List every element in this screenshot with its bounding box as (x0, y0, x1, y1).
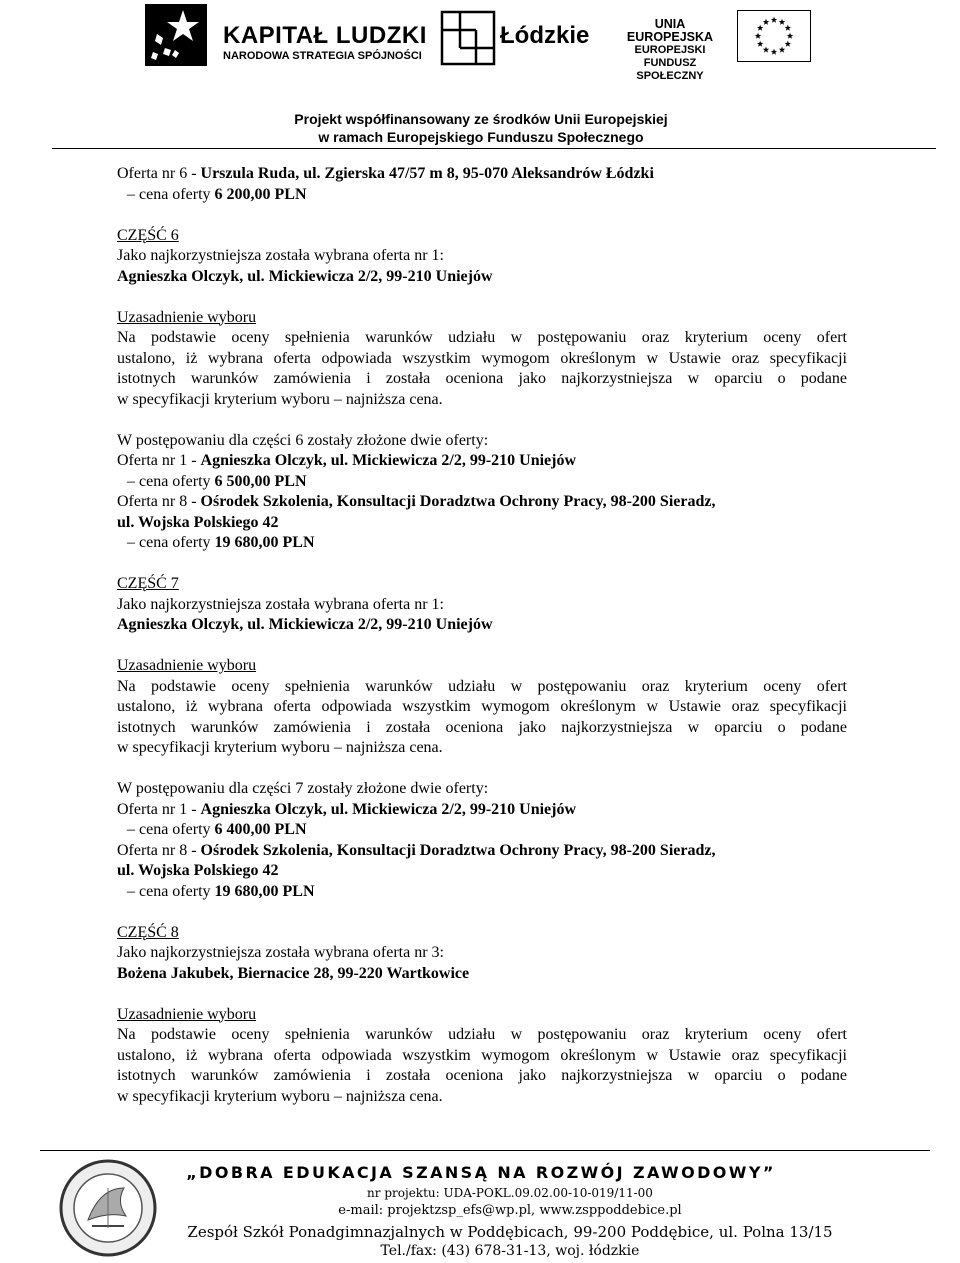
part-7-offer-1 (117, 800, 847, 821)
part-8-justification-line-2: ustalono, iż wybrana oferta odpowiada wszystkim wymogom określonym w Ustawie oraz specyfikacji (117, 1046, 847, 1064)
price-value: 6 500,00 PLN (214, 472, 307, 490)
part-7-justification-line-1: Na podstawie oceny spełnienia warunków udziału w postępowaniu oraz kryterium oceny ofert (117, 677, 847, 695)
part-8-justification-line-3: istotnych warunków zamówienia i została oceniona jako najkorzystniejsza w oparciu o podane (117, 1067, 847, 1084)
part-7-offer-2-address: ul. Wojska Polskiego 42 (117, 862, 279, 879)
eu-line-3: FUNDUSZ SPOŁECZNY (636, 57, 704, 82)
part-7-offers-intro: W postępowaniu dla części 7 zostały złożone dwie oferty: (117, 780, 489, 797)
lodzkie-emblem-icon (440, 10, 496, 66)
part-6-offer-2-price (117, 533, 847, 554)
eu-star-icon (771, 17, 777, 23)
part-6-offers-intro: W postępowaniu dla części 6 zostały złożone dwie oferty: (117, 431, 489, 449)
part-6-chosen-text: Jako najkorzystniejsza została wybrana oferta nr 1: (117, 247, 444, 264)
eu-star-icon (787, 33, 793, 39)
part-6-justification-title: Uzasadnienie wyboru (117, 308, 257, 326)
offer-name: Ośrodek Szkolenia, Konsultacji Doradztwa Ochrony Pracy, 98-200 Sieradz, (200, 841, 716, 859)
offer-prefix: Oferta nr 1 - (117, 452, 201, 469)
part-7-offer-2 (117, 841, 847, 862)
lodzkie-name: Łódzkie (500, 22, 590, 49)
footer-divider (40, 1150, 930, 1151)
cofinancing-line-2: w ramach Europejskiego Funduszu Społecznego (318, 129, 644, 145)
part-8-chosen-text: Jako najkorzystniejsza została wybrana oferta nr 3: (117, 944, 444, 961)
part-6-justification-line-4: w specyfikacji kryterium wyboru – najniższa cena. (117, 390, 443, 408)
price-label: – cena oferty (127, 472, 215, 490)
kapital-ludzki-logo (145, 4, 427, 68)
part-8-chosen-name: Bożena Jakubek, Biernacice 28, 99-220 Wartkowice (117, 964, 470, 982)
eu-star-icon (763, 46, 769, 52)
part-6-offer-1 (117, 451, 847, 472)
price-label: – cena oferty (127, 821, 215, 838)
eu-star-icon (779, 46, 785, 52)
school-seal-icon (58, 1158, 158, 1258)
page-header (0, 0, 960, 150)
price-label: – cena oferty (127, 534, 215, 551)
footer-slogan: „DOBRA EDUKACJA SZANSĄ NA ROZWÓJ ZAWODOWY” (186, 1163, 776, 1182)
eu-star-icon (755, 33, 761, 39)
part-8-justification-title: Uzasadnienie wyboru (117, 1005, 257, 1023)
part-7-justification-title: Uzasadnienie wyboru (117, 657, 257, 674)
footer-phone: Tel./fax: (43) 678-31-13, woj. łódzkie (380, 1243, 640, 1259)
eu-star-icon (763, 19, 769, 25)
part-7-justification-line-3: istotnych warunków zamówienia i została oceniona jako najkorzystniejsza w oparciu o podane (117, 718, 847, 736)
price-label: – cena oferty (127, 882, 215, 900)
price-value: 19 680,00 PLN (214, 534, 315, 551)
eu-line-1: UNIA EUROPEJSKA (626, 17, 714, 44)
price-label: – cena oferty (127, 185, 215, 203)
part-7-chosen-name: Agnieszka Olczyk, ul. Mickiewicza 2/2, 99-210 Uniejów (117, 616, 493, 633)
price-value: 6 400,00 PLN (214, 821, 307, 838)
part-8-justification-line-4: w specyfikacji kryterium wyboru – najniższa cena. (117, 1087, 443, 1105)
lodzkie-logo (440, 10, 590, 70)
part-8-justification-line-1: Na podstawie oceny spełnienia warunków udziału w postępowaniu oraz kryterium oceny ofert (117, 1026, 847, 1043)
part-6-offer-2 (117, 492, 847, 513)
price-value: 19 680,00 PLN (214, 882, 315, 900)
part-7-offer-2-price (117, 882, 847, 903)
part-7-offer-1-price (117, 820, 847, 841)
eu-star-icon (785, 41, 791, 47)
eu-star-icon (757, 41, 763, 47)
footer-email: e-mail: projektzsp_efs@wp.pl, www.zsppoddebice.pl (338, 1203, 682, 1218)
header-divider (52, 148, 936, 149)
offer-6-line (117, 164, 847, 185)
eu-star-icon (779, 19, 785, 25)
kapital-ludzki-subtitle: NARODOWA STRATEGIA SPÓJNOŚCI (223, 50, 422, 62)
eu-flag-icon (737, 10, 811, 62)
part-6-offer-1-price (117, 472, 847, 493)
page-footer (0, 1150, 960, 1261)
part-6-justification-line-1: Na podstawie oceny spełnienia warunków udziału w postępowaniu oraz kryterium oceny ofert (117, 329, 847, 346)
offer-name: Ośrodek Szkolenia, Konsultacji Doradztwa Ochrony Pracy, 98-200 Sieradz, (200, 493, 716, 510)
offer-6-price (117, 185, 847, 206)
footer-project-number: nr projektu: UDA-POKL.09.02.00-10-019/11-00 (367, 1186, 653, 1200)
part-6-offer-2-address: ul. Wojska Polskiego 42 (117, 513, 279, 531)
part-6-title: CZĘŚĆ 6 (117, 226, 179, 244)
part-6-justification-line-3: istotnych warunków zamówienia i została oceniona jako najkorzystniejsza w oparciu o podane (117, 370, 847, 387)
footer-address: Zespół Szkół Ponadgimnazjalnych w Poddębicach, 99-200 Poddębice, ul. Polna 13/15 (187, 1223, 833, 1241)
part-8-title: CZĘŚĆ 8 (117, 923, 179, 941)
part-6-justification-line-2: ustalono, iż wybrana oferta odpowiada wszystkim wymogom określonym w Ustawie oraz specyfikacji (117, 349, 847, 367)
offer-prefix: Oferta nr 1 - (117, 800, 201, 818)
offer-name: Urszula Ruda, ul. Zgierska 47/57 m 8, 95-070 Aleksandrów Łódzki (200, 165, 654, 182)
eu-star-icon (785, 25, 791, 31)
part-6-chosen-name: Agnieszka Olczyk, ul. Mickiewicza 2/2, 99-210 Uniejów (117, 267, 493, 285)
cofinancing-line-1: Projekt współfinansowany ze środków Unii Europejskiej (294, 111, 668, 127)
eu-line-2: EUROPEJSKI (634, 44, 706, 56)
kapital-ludzki-mark-icon (145, 4, 207, 66)
document-body (117, 164, 847, 1107)
part-7-justification-line-4: w specyfikacji kryterium wyboru – najniższa cena. (117, 739, 443, 756)
kapital-ludzki-title: KAPITAŁ LUDZKI (223, 22, 427, 49)
part-7-justification-line-2: ustalono, iż wybrana oferta odpowiada wszystkim wymogom określonym w Ustawie oraz specyfikacji (117, 698, 847, 715)
offer-name: Agnieszka Olczyk, ul. Mickiewicza 2/2, 99-210 Uniejów (200, 452, 577, 469)
part-7-title: CZĘŚĆ 7 (117, 575, 179, 592)
offer-prefix: Oferta nr 8 - (117, 493, 201, 510)
offer-prefix: Oferta nr 8 - (117, 841, 201, 859)
eu-star-icon (757, 25, 763, 31)
offer-prefix: Oferta nr 6 - (117, 165, 201, 182)
part-7-chosen-text: Jako najkorzystniejsza została wybrana oferta nr 1: (117, 595, 444, 613)
price-value: 6 200,00 PLN (214, 185, 307, 203)
offer-name: Agnieszka Olczyk, ul. Mickiewicza 2/2, 99-210 Uniejów (200, 800, 577, 818)
eu-star-icon (771, 49, 777, 55)
eu-logo (615, 10, 815, 82)
eu-text (615, 18, 725, 83)
